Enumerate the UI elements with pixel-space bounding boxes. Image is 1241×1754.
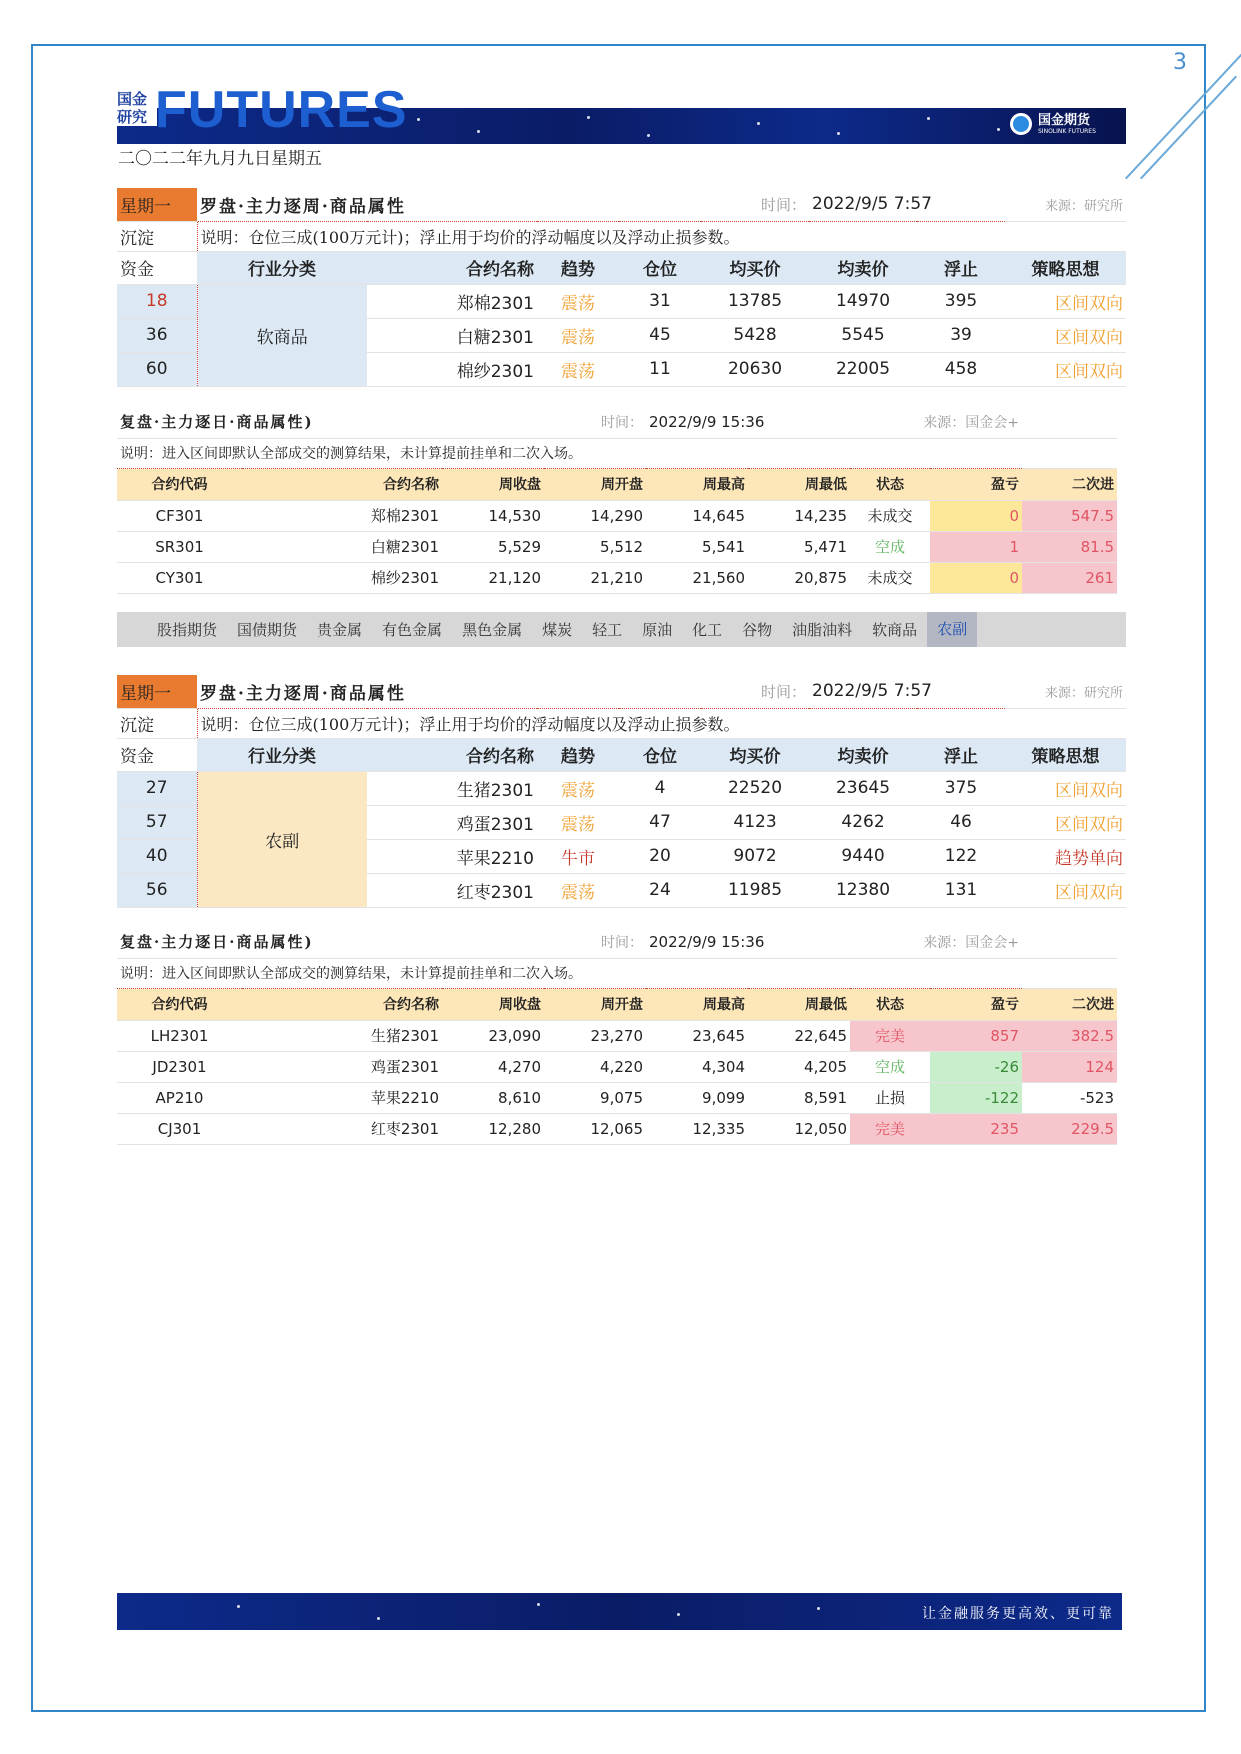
low-cell: 4,205 (748, 1051, 850, 1082)
name-cell: 棉纱2301 (242, 562, 442, 593)
logo-cn (117, 90, 157, 126)
code-cell: CJ301 (117, 1113, 242, 1144)
buy-cell: 22520 (701, 771, 809, 805)
second-entry-cell: 382.5 (1022, 1020, 1117, 1051)
col-header: 状态 (850, 988, 930, 1020)
table-row (117, 1113, 1117, 1144)
float-cell: 39 (917, 318, 1005, 352)
high-cell: 4,304 (646, 1051, 748, 1082)
table-row (117, 1082, 1117, 1113)
nav-tab[interactable]: 原油 (642, 621, 673, 639)
float-cell: 458 (917, 352, 1005, 386)
col-header: 二次进 (1022, 468, 1117, 500)
high-cell: 21,560 (646, 562, 748, 593)
time-value: 2022/9/5 7:57 (809, 188, 1005, 221)
pnl-cell: -122 (930, 1082, 1022, 1113)
sell-cell: 4262 (809, 805, 917, 839)
pnl-cell: 1 (930, 531, 1022, 562)
open-cell: 23,270 (544, 1020, 646, 1051)
sell-cell: 5545 (809, 318, 917, 352)
code-cell: CF301 (117, 500, 242, 531)
table-row (117, 500, 1117, 531)
float-cell: 395 (917, 284, 1005, 318)
second-entry-cell: 124 (1022, 1051, 1117, 1082)
buy-cell: 4123 (701, 805, 809, 839)
col-header: 趋势 (537, 738, 619, 771)
nav-tab[interactable]: 有色金属 (382, 621, 443, 639)
col-header: 盈亏 (930, 988, 1022, 1020)
sell-cell: 22005 (809, 352, 917, 386)
close-cell: 8,610 (442, 1082, 544, 1113)
col-header: 均买价 (701, 738, 809, 771)
second-entry-cell: 261 (1022, 562, 1117, 593)
trend-cell: 震荡 (537, 352, 619, 386)
high-cell: 5,541 (646, 531, 748, 562)
low-cell: 20,875 (748, 562, 850, 593)
col-header: 策略思想 (1005, 738, 1126, 771)
side-label: 星期一 (117, 188, 197, 221)
daily-table-2 (117, 926, 1117, 1145)
float-cell: 122 (917, 839, 1005, 873)
table-row (117, 562, 1117, 593)
time-label: 时间： (544, 406, 646, 438)
side-label: 沉淀 (117, 221, 197, 251)
contract-name: 白糖2301 (367, 318, 537, 352)
brand-circle-icon (1010, 113, 1032, 135)
second-entry-cell: 229.5 (1022, 1113, 1117, 1144)
sell-cell: 23645 (809, 771, 917, 805)
name-cell: 生猪2301 (242, 1020, 442, 1051)
trend-cell: 震荡 (537, 873, 619, 907)
nav-tab-active[interactable]: 农副 (927, 612, 977, 647)
col-header: 仓位 (619, 738, 701, 771)
strategy-cell: 区间双向 (1005, 805, 1126, 839)
sell-cell: 12380 (809, 873, 917, 907)
open-cell: 21,210 (544, 562, 646, 593)
pos-cell: 24 (619, 873, 701, 907)
fund-cell: 40 (117, 839, 197, 873)
pos-cell: 4 (619, 771, 701, 805)
side-label: 沉淀 (117, 708, 197, 738)
open-cell: 4,220 (544, 1051, 646, 1082)
pos-cell: 20 (619, 839, 701, 873)
nav-tab[interactable]: 谷物 (742, 621, 773, 639)
high-cell: 9,099 (646, 1082, 748, 1113)
table-row (117, 531, 1117, 562)
page-number: 3 (1173, 50, 1187, 75)
table-row (117, 284, 1126, 318)
footer-slogan: 让金融服务更高效、更可靠 (922, 1606, 1114, 1622)
buy-cell: 20630 (701, 352, 809, 386)
low-cell: 12,050 (748, 1113, 850, 1144)
pos-cell: 47 (619, 805, 701, 839)
open-cell: 12,065 (544, 1113, 646, 1144)
logo-futures: FUTURES (155, 81, 408, 139)
source: 来源：研究所 (1005, 188, 1126, 221)
status-cell: 完美 (850, 1020, 930, 1051)
pos-cell: 11 (619, 352, 701, 386)
nav-tab[interactable]: 油脂油料 (792, 621, 853, 639)
col-header: 合约名称 (242, 468, 442, 500)
category-cell: 农副 (197, 771, 367, 907)
col-header: 仓位 (619, 251, 701, 284)
code-cell: LH2301 (117, 1020, 242, 1051)
col-header: 趋势 (537, 251, 619, 284)
sell-cell: 14970 (809, 284, 917, 318)
col-header: 周最低 (748, 468, 850, 500)
fund-cell: 60 (117, 352, 197, 386)
col-header: 周开盘 (544, 468, 646, 500)
side-label: 资金 (117, 251, 197, 284)
nav-tab[interactable]: 化工 (692, 621, 723, 639)
col-header: 合约代码 (117, 988, 242, 1020)
brand-sub: SINOLINK FUTURES (1038, 127, 1096, 135)
source: 来源：国金会+ (850, 406, 1022, 438)
col-header: 周最低 (748, 988, 850, 1020)
pos-cell: 31 (619, 284, 701, 318)
trend-cell: 震荡 (537, 771, 619, 805)
nav-tab[interactable]: 黑色金属 (462, 621, 523, 639)
strategy-cell: 区间双向 (1005, 771, 1126, 805)
logo-cn-line2: 研究 (117, 108, 157, 126)
high-cell: 14,645 (646, 500, 748, 531)
status-cell: 完美 (850, 1113, 930, 1144)
buy-cell: 5428 (701, 318, 809, 352)
category-nav (117, 612, 1126, 647)
daily-title: 复盘·主力逐日·商品属性) (117, 406, 544, 438)
time-label: 时间： (544, 926, 646, 958)
name-cell: 郑棉2301 (242, 500, 442, 531)
col-header: 二次进 (1022, 988, 1117, 1020)
code-cell: AP210 (117, 1082, 242, 1113)
col-header: 合约名称 (367, 251, 537, 284)
pnl-cell: -26 (930, 1051, 1022, 1082)
time-value: 2022/9/9 15:36 (646, 406, 850, 438)
trend-cell: 震荡 (537, 284, 619, 318)
name-cell: 苹果2210 (242, 1082, 442, 1113)
high-cell: 23,645 (646, 1020, 748, 1051)
trend-cell: 震荡 (537, 318, 619, 352)
close-cell: 21,120 (442, 562, 544, 593)
time-value: 2022/9/5 7:57 (809, 675, 1005, 708)
table-row (117, 771, 1126, 805)
float-cell: 375 (917, 771, 1005, 805)
contract-name: 苹果2210 (367, 839, 537, 873)
nav-tab[interactable]: 股指期货 (157, 621, 218, 639)
strategy-cell: 区间双向 (1005, 318, 1126, 352)
nav-tab[interactable]: 轻工 (592, 621, 623, 639)
time-value: 2022/9/9 15:36 (646, 926, 850, 958)
strategy-cell: 区间双向 (1005, 352, 1126, 386)
open-cell: 14,290 (544, 500, 646, 531)
second-entry-cell: 547.5 (1022, 500, 1117, 531)
nav-tab[interactable]: 国债期货 (237, 621, 298, 639)
high-cell: 12,335 (646, 1113, 748, 1144)
trend-cell: 牛市 (537, 839, 619, 873)
fund-cell: 18 (117, 284, 197, 318)
second-entry-cell: 81.5 (1022, 531, 1117, 562)
side-label: 星期一 (117, 675, 197, 708)
pnl-cell: 0 (930, 562, 1022, 593)
time-label: 时间： (619, 675, 809, 708)
brand-name: 国金期货 (1038, 112, 1091, 128)
status-cell: 未成交 (850, 500, 930, 531)
side-label: 资金 (117, 738, 197, 771)
nav-tab[interactable]: 煤炭 (542, 621, 573, 639)
col-header: 状态 (850, 468, 930, 500)
low-cell: 8,591 (748, 1082, 850, 1113)
low-cell: 22,645 (748, 1020, 850, 1051)
category-cell: 软商品 (197, 284, 367, 386)
strategy-cell: 区间双向 (1005, 284, 1126, 318)
low-cell: 14,235 (748, 500, 850, 531)
name-cell: 红枣2301 (242, 1113, 442, 1144)
weekly-note: 说明：仓位三成(100万元计)；浮止用于均价的浮动幅度以及浮动止损参数。 (197, 221, 1126, 251)
contract-name: 郑棉2301 (367, 284, 537, 318)
pos-cell: 45 (619, 318, 701, 352)
fund-cell: 57 (117, 805, 197, 839)
fund-cell: 56 (117, 873, 197, 907)
col-header: 合约名称 (242, 988, 442, 1020)
table-row (117, 1051, 1117, 1082)
name-cell: 白糖2301 (242, 531, 442, 562)
weekly-table-1 (117, 188, 1126, 387)
weekly-note: 说明：仓位三成(100万元计)；浮止用于均价的浮动幅度以及浮动止损参数。 (197, 708, 1126, 738)
nav-tab[interactable]: 软商品 (872, 621, 918, 639)
close-cell: 12,280 (442, 1113, 544, 1144)
name-cell: 鸡蛋2301 (242, 1051, 442, 1082)
close-cell: 5,529 (442, 531, 544, 562)
close-cell: 14,530 (442, 500, 544, 531)
status-cell: 空成 (850, 531, 930, 562)
col-header: 周收盘 (442, 988, 544, 1020)
code-cell: JD2301 (117, 1051, 242, 1082)
col-header: 盈亏 (930, 468, 1022, 500)
fund-cell: 36 (117, 318, 197, 352)
logo-cn-line1: 国金 (117, 90, 157, 108)
time-label: 时间： (619, 188, 809, 221)
pnl-cell: 235 (930, 1113, 1022, 1144)
buy-cell: 13785 (701, 284, 809, 318)
open-cell: 9,075 (544, 1082, 646, 1113)
pnl-cell: 0 (930, 500, 1022, 531)
col-header: 策略思想 (1005, 251, 1126, 284)
nav-tab[interactable]: 贵金属 (317, 621, 363, 639)
col-header: 行业分类 (197, 738, 367, 771)
source: 来源：研究所 (1005, 675, 1126, 708)
daily-note: 说明：进入区间即默认全部成交的测算结果，未计算提前挂单和二次入场。 (117, 438, 1022, 468)
table-row (117, 1020, 1117, 1051)
status-cell: 空成 (850, 1051, 930, 1082)
float-cell: 131 (917, 873, 1005, 907)
fund-cell: 27 (117, 771, 197, 805)
daily-note: 说明：进入区间即默认全部成交的测算结果，未计算提前挂单和二次入场。 (117, 958, 1022, 988)
col-header: 均卖价 (809, 251, 917, 284)
trend-cell: 震荡 (537, 805, 619, 839)
report-date: 二〇二二年九月九日星期五 (118, 149, 322, 169)
col-header: 合约代码 (117, 468, 242, 500)
contract-name: 棉纱2301 (367, 352, 537, 386)
low-cell: 5,471 (748, 531, 850, 562)
sell-cell: 9440 (809, 839, 917, 873)
buy-cell: 9072 (701, 839, 809, 873)
weekly-title: 罗盘·主力逐周·商品属性 (197, 188, 537, 221)
code-cell: SR301 (117, 531, 242, 562)
float-cell: 46 (917, 805, 1005, 839)
brand-logo (1010, 113, 1096, 135)
status-cell: 未成交 (850, 562, 930, 593)
weekly-table-2 (117, 675, 1126, 908)
contract-name: 生猪2301 (367, 771, 537, 805)
col-header: 均卖价 (809, 738, 917, 771)
close-cell: 23,090 (442, 1020, 544, 1051)
daily-title: 复盘·主力逐日·商品属性) (117, 926, 544, 958)
open-cell: 5,512 (544, 531, 646, 562)
col-header: 浮止 (917, 251, 1005, 284)
strategy-cell: 区间双向 (1005, 873, 1126, 907)
col-header: 行业分类 (197, 251, 367, 284)
source: 来源：国金会+ (850, 926, 1022, 958)
second-entry-cell: -523 (1022, 1082, 1117, 1113)
col-header: 周开盘 (544, 988, 646, 1020)
daily-table-1 (117, 406, 1117, 594)
close-cell: 4,270 (442, 1051, 544, 1082)
strategy-cell: 趋势单向 (1005, 839, 1126, 873)
pnl-cell: 857 (930, 1020, 1022, 1051)
col-header: 均买价 (701, 251, 809, 284)
status-cell: 止损 (850, 1082, 930, 1113)
contract-name: 鸡蛋2301 (367, 805, 537, 839)
footer-banner (117, 1593, 1122, 1630)
weekly-title: 罗盘·主力逐周·商品属性 (197, 675, 537, 708)
contract-name: 红枣2301 (367, 873, 537, 907)
col-header: 浮止 (917, 738, 1005, 771)
col-header: 周最高 (646, 468, 748, 500)
col-header: 周收盘 (442, 468, 544, 500)
code-cell: CY301 (117, 562, 242, 593)
buy-cell: 11985 (701, 873, 809, 907)
col-header: 合约名称 (367, 738, 537, 771)
col-header: 周最高 (646, 988, 748, 1020)
